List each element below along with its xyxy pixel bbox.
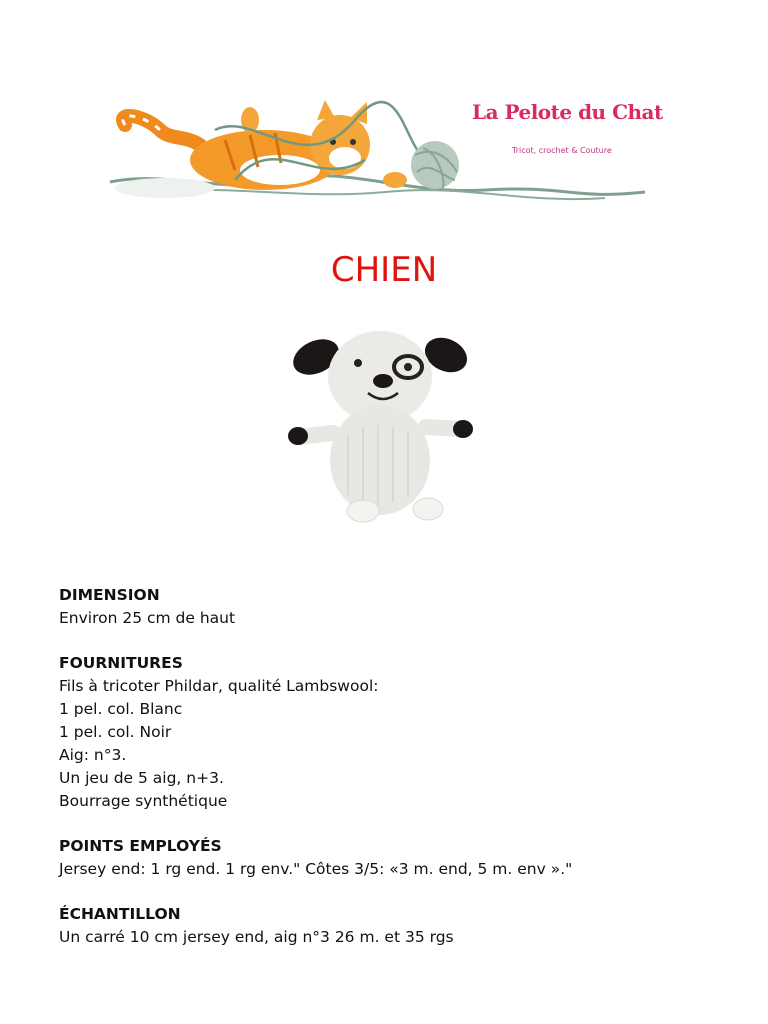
pattern-content xyxy=(59,584,719,971)
section-text-line: Un carré 10 cm jersey end, aig n°3 26 m. et 35 rgs xyxy=(59,928,454,946)
section-heading: POINTS EMPLOYÉS xyxy=(59,837,222,855)
section-text-line: Jersey end: 1 rg end. 1 rg env." Côtes 3/5: «3 m. end, 5 m. env »." xyxy=(59,860,573,878)
section-dimension xyxy=(59,584,719,630)
section-heading: DIMENSION xyxy=(59,586,160,604)
knitted-dog-photo xyxy=(268,315,500,537)
section-heading: ÉCHANTILLON xyxy=(59,905,181,923)
section-text-line: 1 pel. col. Noir xyxy=(59,723,172,741)
section-text-line: 1 pel. col. Blanc xyxy=(59,700,183,718)
page-title: CHIEN xyxy=(330,250,438,290)
brand-tagline: Tricot, crochet & Couture xyxy=(512,146,612,155)
section-text-line: Bourrage synthétique xyxy=(59,792,228,810)
section--chantillon xyxy=(59,903,719,949)
brand-logo-title: La Pelote du Chat xyxy=(472,100,663,124)
section-text-line: Fils à tricoter Phildar, qualité Lambswool: xyxy=(59,677,379,695)
section-text-line: Un jeu de 5 aig, n+3. xyxy=(59,769,224,787)
section-points-employ-s xyxy=(59,835,719,881)
section-fournitures xyxy=(59,652,719,813)
section-heading: FOURNITURES xyxy=(59,654,183,672)
section-text-line: Environ 25 cm de haut xyxy=(59,609,236,627)
section-text-line: Aig: n°3. xyxy=(59,746,127,764)
